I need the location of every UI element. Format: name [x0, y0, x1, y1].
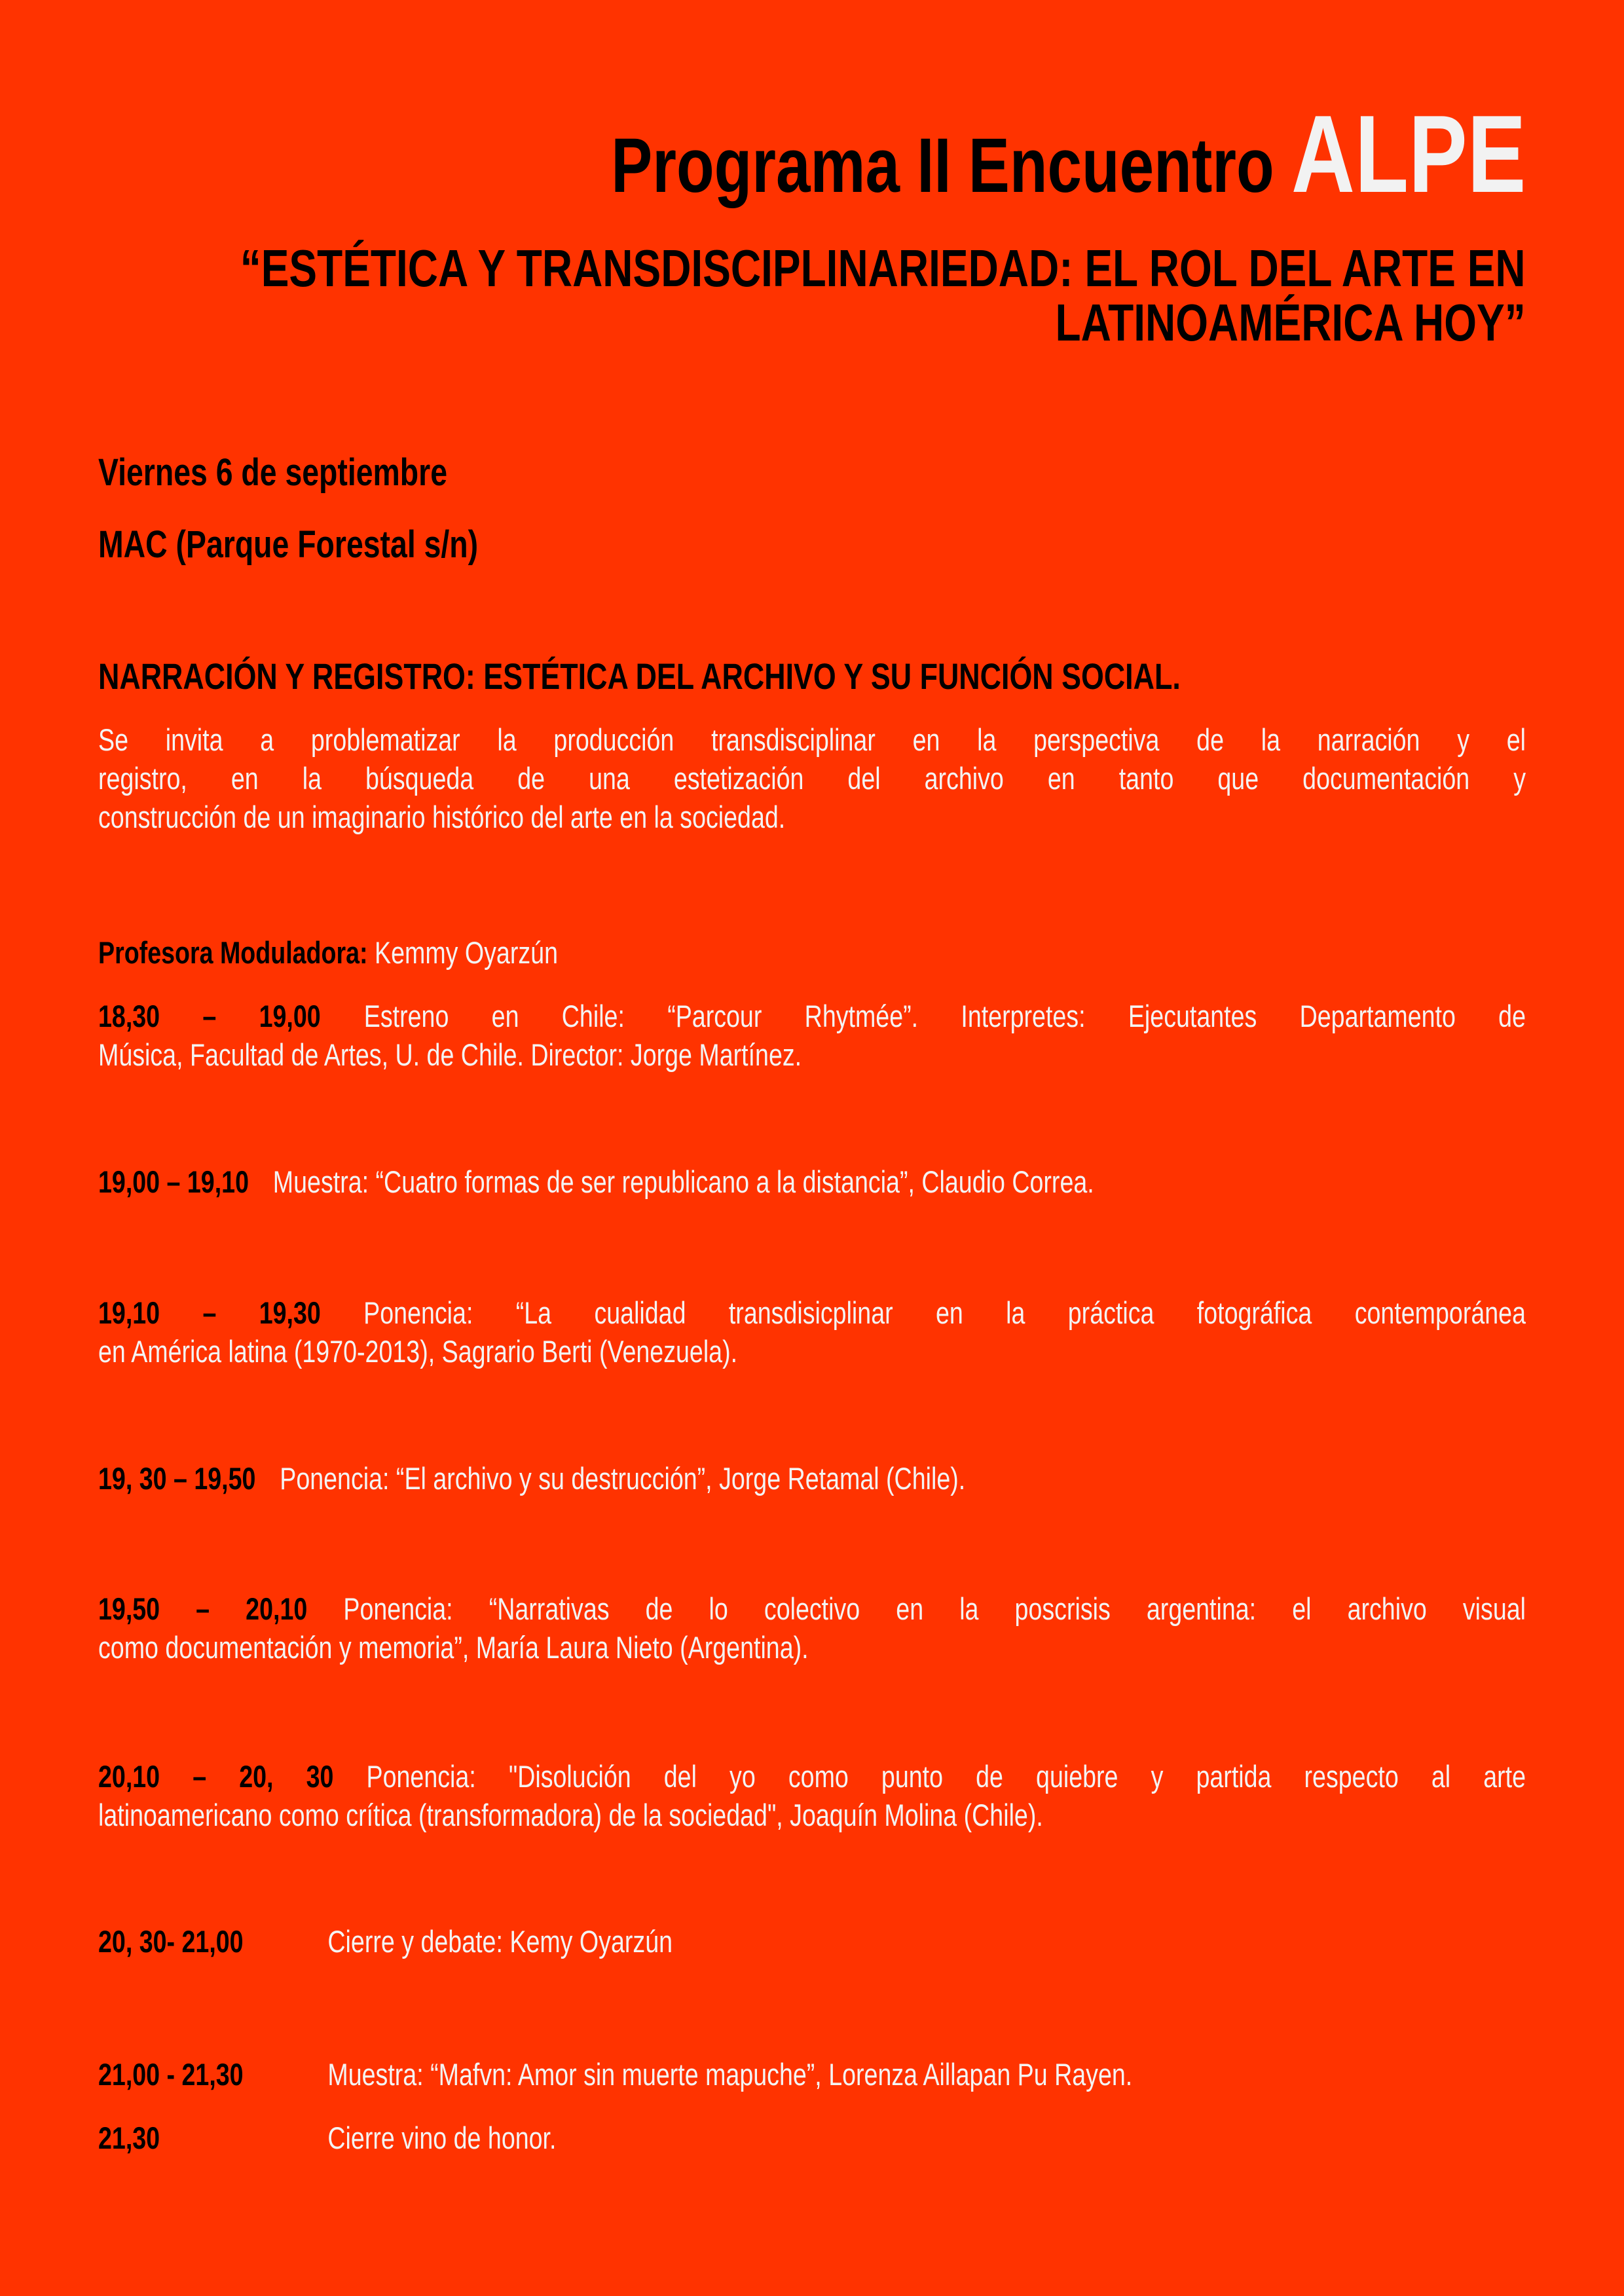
- schedule-text: en América latina (1970-2013), Sagrario Berti (Venezuela).: [98, 1334, 738, 1369]
- schedule-time: 20, 30- 21,00: [98, 1924, 244, 1959]
- moderator-name: Kemmy Oyarzún: [367, 935, 558, 970]
- moderator: [98, 933, 1526, 972]
- schedule-text: Cierre vino de honor.: [327, 2120, 557, 2155]
- schedule-time: 20,10 – 20, 30: [98, 1759, 334, 1794]
- schedule-item: [98, 1459, 1526, 1498]
- moderator-label: Profesora Moduladora:: [98, 935, 368, 970]
- description-line: Se invita a problematizar la producción transdisciplinar en la perspectiva de la narración y el: [98, 722, 1526, 757]
- schedule-time: 19,10 – 19,30: [98, 1295, 321, 1330]
- schedule-item: [98, 2119, 1526, 2157]
- brand-name: ALPE: [1291, 92, 1526, 215]
- schedule-time: 19,00 – 19,10: [98, 1164, 249, 1199]
- schedule-time: 18,30 – 19,00: [98, 999, 321, 1033]
- description-line: construcción de un imaginario histórico del arte en la sociedad.: [98, 800, 786, 834]
- schedule-item: [98, 1922, 1526, 1961]
- schedule-text: Estreno en Chile: “Parcour Rhytmée”. Interpretes: Ejecutantes Departamento de: [363, 999, 1526, 1033]
- schedule-text: Ponencia: “El archivo y su destrucción”, Jorge Retamal (Chile).: [280, 1461, 966, 1496]
- schedule-item: [98, 1162, 1526, 1201]
- event-date: Viernes 6 de septiembre: [98, 451, 448, 494]
- schedule-text: Música, Facultad de Artes, U. de Chile. Director: Jorge Martínez.: [98, 1037, 802, 1072]
- page-title: [610, 92, 1526, 215]
- schedule-text: Cierre y debate: Kemy Oyarzún: [327, 1924, 673, 1959]
- schedule-text: Ponencia: "Disolución del yo como punto de quiebre y partida respecto al arte: [366, 1759, 1526, 1794]
- schedule-item: [98, 1293, 1526, 1371]
- schedule-time: 19, 30 – 19,50: [98, 1461, 256, 1496]
- schedule-item: [98, 1589, 1526, 1667]
- schedule-text: Ponencia: “Narrativas de lo colectivo en la poscrisis argentina: el archivo visual: [343, 1591, 1526, 1626]
- subtitle-line-1: “ESTÉTICA Y TRANSDISCIPLINARIEDAD: EL ROL DEL ARTE EN: [240, 239, 1526, 297]
- schedule-text: como documentación y memoria”, María Laura Nieto (Argentina).: [98, 1630, 809, 1665]
- schedule-text: Ponencia: “La cualidad transdisicplinar en la práctica fotográfica contemporánea: [363, 1295, 1526, 1330]
- schedule-text: latinoamericano como crítica (transformadora) de la sociedad", Joaquín Molina (Chile).: [98, 1798, 1043, 1832]
- schedule-text: Muestra: “Mafvn: Amor sin muerte mapuche”, Lorenza Aillapan Pu Rayen.: [327, 2057, 1133, 2092]
- schedule-time: 21,00 - 21,30: [98, 2057, 244, 2092]
- schedule-item: [98, 1757, 1526, 1834]
- schedule-time: 19,50 – 20,10: [98, 1591, 308, 1626]
- schedule-item: [98, 2055, 1526, 2094]
- description-line: registro, en la búsqueda de una estetización del archivo en tanto que documentación y: [98, 761, 1526, 796]
- section-heading: NARRACIÓN Y REGISTRO: ESTÉTICA DEL ARCHIVO Y SU FUNCIÓN SOCIAL.: [98, 656, 1181, 697]
- section-description: [98, 720, 1526, 836]
- subtitle-line-2: LATINOAMÉRICA HOY”: [1055, 293, 1526, 352]
- schedule-item: [98, 997, 1526, 1074]
- title-prefix: Programa II Encuentro: [610, 122, 1274, 209]
- event-venue: MAC (Parque Forestal s/n): [98, 523, 479, 566]
- schedule-time: 21,30: [98, 2120, 160, 2155]
- schedule-text: Muestra: “Cuatro formas de ser republicano a la distancia”, Claudio Correa.: [272, 1164, 1094, 1199]
